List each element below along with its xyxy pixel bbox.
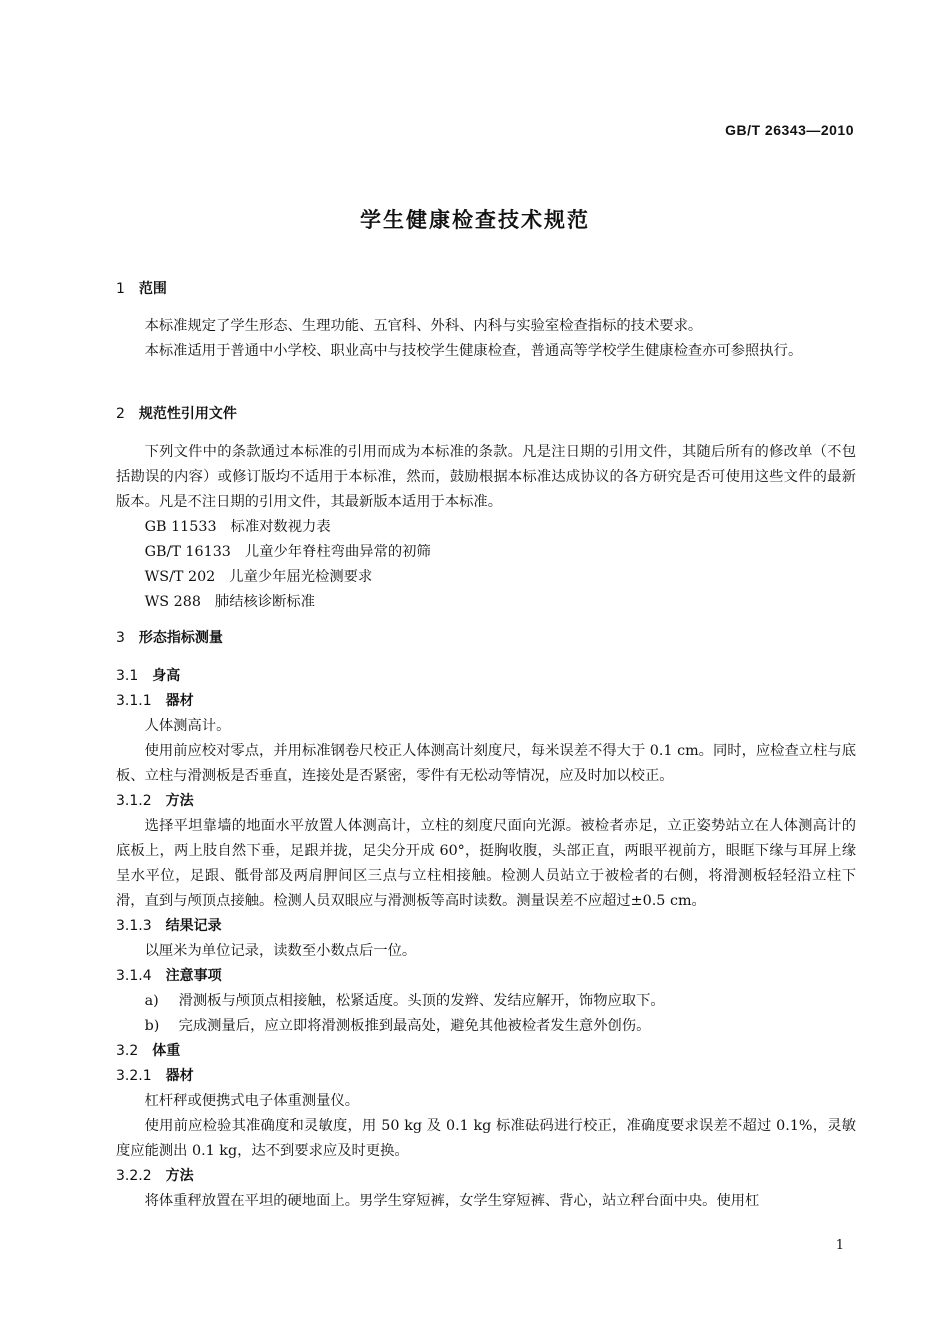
paragraph: 将体重秤放置在平坦的硬地面上。男学生穿短裤，女学生穿短裤、背心，站立秤台面中央。使用杠 [144, 1193, 760, 1209]
list-item: a) 滑测板与颅顶点相接触，松紧适度。头顶的发辫、发结应解开，饰物应取下。 [144, 993, 665, 1009]
subsection-heading: 3.1.3 结果记录 [116, 918, 222, 934]
standard-number: GB/T 26343—2010 [725, 122, 854, 138]
subsection-heading: 3.2.1 器材 [116, 1068, 194, 1084]
list-item: b) 完成测量后，应立即将滑测板推到最高处，避免其他被检者发生意外创伤。 [144, 1018, 651, 1034]
subsection-heading: 3.1 身高 [116, 668, 181, 684]
reference-item: GB/T 16133 儿童少年脊柱弯曲异常的初筛 [144, 544, 431, 560]
section-heading: 3 形态指标测量 [116, 630, 223, 646]
subsection-heading: 3.1.4 注意事项 [116, 968, 222, 984]
subsection-heading: 3.2.2 方法 [116, 1168, 194, 1184]
reference-item: GB 11533 标准对数视力表 [144, 519, 331, 535]
section-3 [116, 626, 856, 651]
paragraph: 杠杆秤或便携式电子体重测量仪。 [144, 1093, 360, 1109]
paragraph: 下列文件中的条款通过本标准的引用而成为本标准的条款。凡是注日期的引用文件，其随后所有的修改单（不包括勘误的内容）或修订版均不适用于本标准，然而，鼓励根据本标准达成协议的各方研究是否可使用这些文件的最新版本。凡是不注日期的引用文件，其最新版本适用于本标准。 [116, 444, 856, 510]
paragraph: 本标准适用于普通中小学校、职业高中与技校学生健康检查，普通高等学校学生健康检查亦可参照执行。 [144, 343, 803, 359]
section-heading: 1 范围 [116, 281, 167, 297]
subsection-heading: 3.1.1 器材 [116, 693, 194, 709]
section-2 [116, 402, 856, 427]
reference-item: WS/T 202 儿童少年屈光检测要求 [144, 569, 373, 585]
section-1-body [116, 314, 856, 364]
paragraph: 选择平坦靠墙的地面水平放置人体测高计，立柱的刻度尺面向光源。被检者赤足，立正姿势站立在人体测高计的底板上，两上肢自然下垂，足跟并拢，足尖分开成 60°，挺胸收腹，头部正直，两眼平视前方，眼眶下缘与耳屏上缘呈水平位，足跟、骶骨部及两肩胛间区三点与立柱相接触。检测人员站立于被检者的右侧，将滑测板轻轻沿立柱下滑，直到与颅顶点接触。检测人员双眼应与滑测板等高时读数。测量误差不应超过±0.5 cm。 [116, 818, 856, 909]
subsection-heading: 3.1.2 方法 [116, 793, 194, 809]
reference-item: WS 288 肺结核诊断标准 [144, 594, 315, 610]
section-3-body [116, 664, 856, 1214]
paragraph: 本标准规定了学生形态、生理功能、五官科、外科、内科与实验室检查指标的技术要求。 [144, 318, 703, 334]
subsection-heading: 3.2 体重 [116, 1043, 181, 1059]
paragraph: 以厘米为单位记录，读数至小数点后一位。 [144, 943, 417, 959]
section-2-body [116, 440, 856, 615]
paragraph: 使用前应校对零点，并用标准钢卷尺校正人体测高计刻度尺，每米误差不得大于 0.1 cm。同时，应检查立柱与底板、立柱与滑测板是否垂直，连接处是否紧密，零件有无松动等情况，应及时加以校正。 [116, 743, 856, 784]
section-1 [116, 277, 856, 302]
document-title: 学生健康检查技术规范 [360, 208, 590, 232]
paragraph: 使用前应检验其准确度和灵敏度，用 50 kg 及 0.1 kg 标准砝码进行校正，准确度要求误差不超过 0.1%，灵敏度应能测出 0.1 kg，达不到要求应及时更换。 [116, 1118, 856, 1159]
section-heading: 2 规范性引用文件 [116, 406, 237, 422]
page-number: 1 [835, 1238, 844, 1253]
paragraph: 人体测高计。 [144, 718, 231, 734]
